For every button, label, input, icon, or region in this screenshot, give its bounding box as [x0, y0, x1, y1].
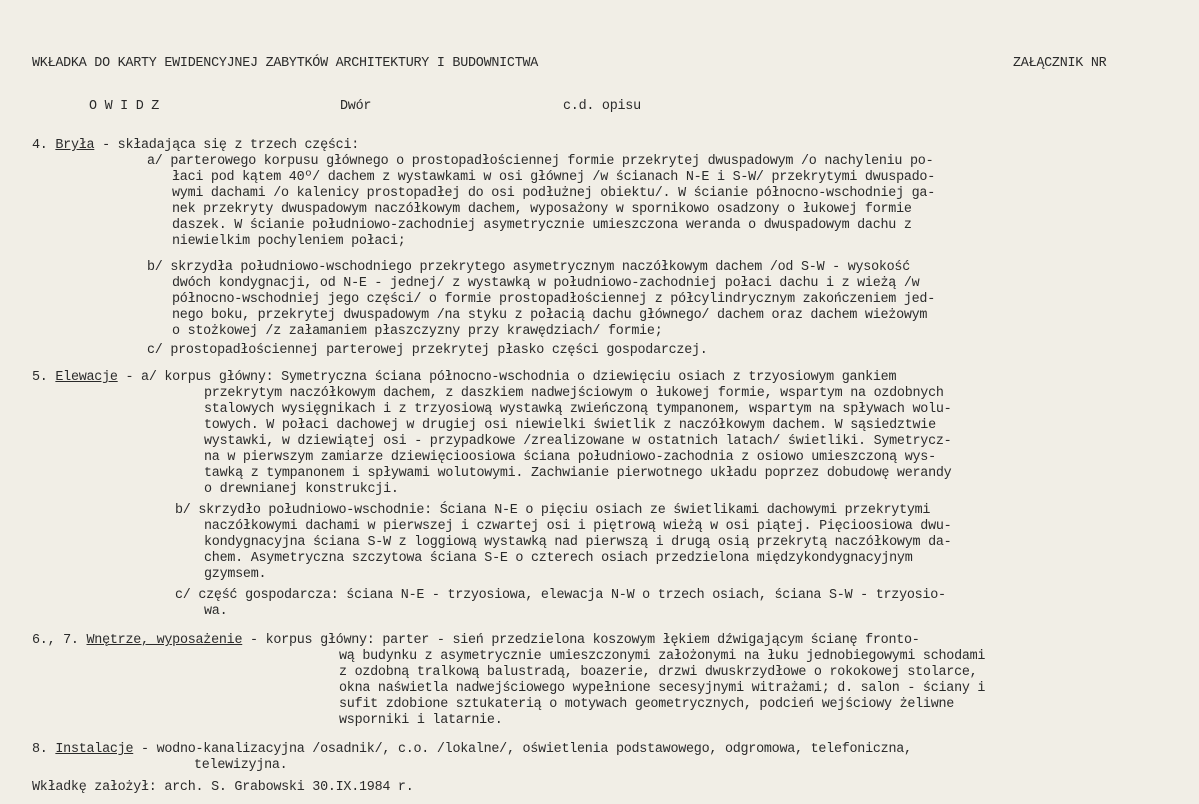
section-67-line: z ozdobną tralkową balustradą, boazerie, drzwi dwuskrzydłowe o rokokowej stolarce, — [339, 665, 978, 680]
section-4a-line: daszek. W ścianie południowo-zachodniej asymetrycznie umieszczona weranda o dwuspadowym dachu z — [172, 218, 912, 233]
section-number: 8. — [32, 742, 48, 757]
section-67-line: sufit zdobione sztukaterią o motywach geometrycznych, podcień wejściowy żeliwne — [339, 697, 955, 712]
section-5b-line: kondygnacyjna ściana S-W z loggiową wystawką nad pierwszą i drugą osią przekrytą naczółkowym da- — [204, 535, 952, 550]
section-67-text: - korpus główny: parter - sień przedzielona koszowym łękiem dźwigającym ścianę fronto- — [242, 633, 920, 648]
section-heading: Instalacje — [55, 742, 134, 757]
section-5a-line: o drewnianej konstrukcji. — [204, 482, 399, 497]
section-heading: Wnętrze, wyposażenie — [86, 633, 243, 648]
section-8-text: - wodno-kanalizacyjna /osadnik/, c.o. /lokalne/, oświetlenia podstawowego, odgromowa, telefoniczna, — [133, 742, 912, 757]
section-5a-line: na w pierwszym zamiarze dziewięcioosiowa ściana południowo-zachodnia z osiowo umieszczoną wys- — [204, 450, 936, 465]
section-number: 6., 7. — [32, 633, 79, 648]
section-5a-line: wystawki, w dziewiątej osi - przypadkowe /zrealizowane w ostatnich latach/ świetliki. Symetrycz- — [204, 434, 952, 449]
section-number: 4. — [32, 138, 48, 153]
continuation-label: c.d. opisu — [563, 99, 641, 114]
section-8-line — [32, 742, 912, 758]
section-heading: Bryła — [55, 138, 95, 153]
section-5a-line: a/ korpus główny: Symetryczna ściana północno-wschodnia o dziewięciu osiach z trzyosiowym gankiem — [141, 370, 897, 385]
document-title: WKŁADKA DO KARTY EWIDENCYJNEJ ZABYTKÓW ARCHITEKTURY I BUDOWNICTWA — [32, 56, 539, 71]
section-4a-line: nek przekryty dwuspadowym naczółkowym dachem, wyposażony w spornikowo osadzony o łukowej formie — [172, 202, 912, 217]
section-5a-line: tawką z tympanonem i spływami wolutowymi. Zachwianie pierwotnego układu poprzez dobudowę werandy — [204, 466, 952, 481]
attachment-label: ZAŁĄCZNIK NR — [1013, 56, 1107, 71]
section-5a-line: towych. W połaci dachowej w drugiej osi niewielki świetlik z naczółkowym dachem. W sąsiedztwie — [204, 418, 936, 433]
section-5a-line: stalowych wysięgnikach i z trzyosiową wystawką zwieńczoną tympanonem, wspartym na spływach wolu- — [204, 402, 952, 417]
section-4b-line: o stożkowej /z załamaniem płaszczyzny przy krawędziach/ formie; — [172, 324, 663, 339]
object-name: Dwór — [340, 99, 372, 114]
section-4a-line: niewielkim pochyleniem połaci; — [172, 234, 406, 249]
section-5a-line: przekrytym naczółkowym dachem, z daszkiem nadwejściowym o łukowej formie, wspartym na ozdobnych — [204, 386, 944, 401]
section-5b-line: naczółkowymi dachami w pierwszej i czwartej osi i piętrową wieżą w osi piątej. Pięcioosiowa dwu- — [204, 519, 952, 534]
section-dash: - — [117, 370, 142, 385]
section-4b-line: dwóch kondygnacji, od N-E - jednej/ z wystawką w południowo-zachodniej połaci dachu i z wieżą /w — [172, 276, 920, 291]
section-4a-line: wymi dachami /o kalenicy prostopadłej do osi podłużnej obiektu/. W ścianie północno-wschodniej ga- — [172, 186, 935, 201]
section-5b-line: gzymsem. — [204, 567, 267, 582]
section-67-line: wą budynku z asymetrycznie umieszczonymi założonymi na łuku jednobiegowymi schodami — [339, 649, 986, 664]
section-number: 5. — [32, 370, 48, 385]
section-4b-line: b/ skrzydła południowo-wschodniego przekrytego asymetrycznym naczółkowym dachem /od S-W - wysokość — [147, 260, 910, 275]
section-67-line — [32, 633, 920, 649]
section-5-line — [32, 370, 896, 386]
section-5c-line: wa. — [204, 604, 228, 619]
section-4a-line: łaci pod kątem 40º/ dachem z wystawkami w osi głównej /w ścianach N-E i S-W/ przekrytymi dwuspado- — [172, 170, 935, 185]
section-67-line: okna naświetla nadwejściowego wypełnione secesyjnymi witrażami; d. salon - ściany i — [339, 681, 986, 696]
section-4c-line: c/ prostopadłościennej parterowej przekrytej płasko części gospodarczej. — [147, 343, 708, 358]
section-8-line: telewizyjna. — [194, 758, 288, 773]
section-5b-line: b/ skrzydło południowo-wschodnie: Ściana N-E o pięciu osiach ze świetlikami dachowymi przekrytymi — [175, 503, 931, 518]
author-signature-line: Wkładkę założył: arch. S. Grabowski 30.IX.1984 r. — [32, 780, 414, 795]
section-heading: Elewacje — [55, 370, 118, 385]
section-4b-line: północno-wschodniej jego części/ o formie prostopadłościennej z półcylindrycznym zakończeniem jed- — [172, 292, 935, 307]
section-intro: - składająca się z trzech części: — [94, 138, 360, 153]
section-5b-line: chem. Asymetryczna szczytowa ściana S-E o czterech osiach przedzielona międzykondygnacyjnym — [204, 551, 913, 566]
section-5c-line: c/ część gospodarcza: ściana N-E - trzyosiowa, elewacja N-W o trzech osiach, ściana S-W - trzyosio- — [175, 588, 946, 603]
section-4a-line: a/ parterowego korpusu głównego o prostopadłościennej formie przekrytej dwuspadowym /o nachyleniu po- — [147, 154, 934, 169]
place-name: O W I D Z — [89, 99, 160, 114]
section-4-line — [32, 138, 359, 154]
section-4b-line: nego boku, przekrytej dwuspadowym /na styku z połacią dachu głównego/ dachem oraz dachem wieżowym — [172, 308, 928, 323]
section-67-line: wsporniki i latarnie. — [339, 713, 503, 728]
